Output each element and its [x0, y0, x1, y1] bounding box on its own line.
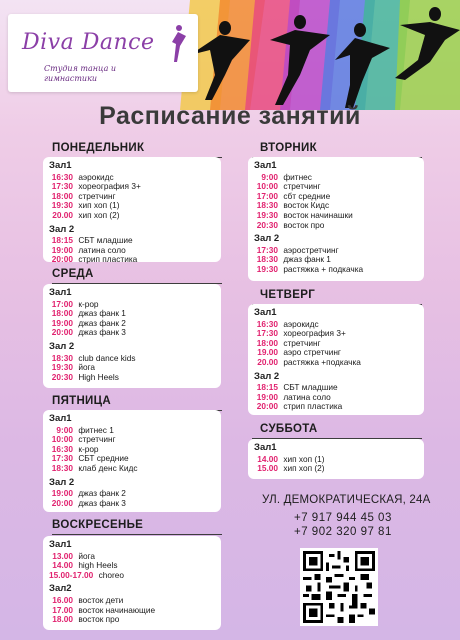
day-heading-friday: ПЯТНИЦА: [52, 395, 111, 407]
class-name: хореография 3+: [78, 181, 141, 192]
class-time: 19:30: [256, 209, 278, 220]
class-time: 20:00: [51, 497, 73, 508]
class-time: 18:15: [51, 235, 73, 246]
class-name: хип хоп (1): [78, 200, 120, 211]
class-name: стретчинг: [283, 181, 321, 192]
class-row: [49, 606, 215, 616]
class-time: 20:00: [51, 254, 73, 265]
schedule-card-saturday: [248, 439, 424, 479]
class-time: 19:30: [256, 263, 278, 274]
class-name: восток начинашки: [283, 209, 353, 220]
class-time: 18:30: [256, 200, 278, 211]
class-row: [49, 211, 215, 221]
class-row: [254, 246, 418, 256]
class-name: аэрокидс: [283, 318, 319, 329]
class-row: [254, 402, 418, 412]
class-name: хореография 3+: [283, 328, 346, 339]
class-time: 20:00: [51, 327, 73, 338]
class-row: [49, 192, 215, 202]
class-time: 17:30: [256, 244, 278, 255]
class-name: восток Кидс: [283, 200, 330, 211]
phone-number[interactable]: +7 902 320 97 81: [294, 526, 392, 538]
class-time: 9:00: [261, 171, 278, 182]
class-time: 20:30: [256, 219, 278, 230]
class-time: 18.00: [52, 614, 73, 625]
schedule-card-friday: [43, 410, 221, 512]
class-name: стретчинг: [283, 337, 321, 348]
day-heading-thursday: ЧЕТВЕРГ: [260, 289, 316, 301]
class-name: СБТ средние: [78, 453, 129, 464]
class-row: [254, 192, 418, 202]
qr-code[interactable]: [300, 548, 378, 626]
address: УЛ. ДЕМОКРАТИЧЕСКАЯ, 24А: [262, 494, 431, 506]
class-row: [254, 211, 418, 221]
class-name: джаз фанк 1: [283, 254, 331, 265]
schedule-card-sunday: [43, 536, 221, 630]
class-row: [254, 329, 418, 339]
class-name: джаз фанк 3: [78, 497, 126, 508]
class-time: 16.00: [52, 594, 73, 605]
class-name: хип хоп (2): [78, 209, 120, 220]
class-row: [49, 435, 215, 445]
class-name: растяжка +подкачка: [283, 356, 361, 367]
class-row: [49, 363, 215, 373]
hall-label: Зал1: [49, 413, 72, 424]
class-time: 9:00: [56, 424, 73, 435]
class-row: [49, 426, 215, 436]
class-time: 17:30: [256, 328, 278, 339]
class-name: стретчинг: [78, 434, 116, 445]
class-row: [254, 173, 418, 183]
class-name: восток начинающие: [78, 604, 156, 615]
class-time: 20.00: [257, 356, 278, 367]
class-row: [254, 265, 418, 275]
schedule-card-monday: [43, 157, 221, 265]
class-name: фитнес: [283, 171, 312, 182]
class-time: 18:00: [51, 308, 73, 319]
class-time: 10:00: [51, 434, 73, 445]
class-row: [49, 319, 215, 329]
day-heading-tuesday: ВТОРНИК: [260, 142, 317, 154]
hall-label: Зал1: [49, 160, 72, 171]
class-name: сбт средние: [283, 190, 331, 201]
class-name: джаз фанк 2: [78, 488, 126, 499]
class-row: [49, 464, 215, 474]
class-row: [254, 383, 418, 393]
class-time: 17:30: [51, 453, 73, 464]
class-time: 19.00: [257, 347, 278, 358]
class-name: аэростретчинг: [283, 244, 339, 255]
class-time: 17:00: [51, 298, 73, 309]
class-name: хип хоп (2): [283, 463, 325, 474]
class-time: 16:30: [51, 171, 73, 182]
logo: [8, 14, 198, 92]
class-row: [254, 182, 418, 192]
class-name: джаз фанк 3: [78, 327, 126, 338]
dancer-silhouette-icon: [166, 24, 188, 64]
day-heading-wednesday: СРЕДА: [52, 268, 94, 280]
class-time: 19:00: [51, 488, 73, 499]
hall-label: Зал 2: [254, 370, 280, 382]
class-time: 18:00: [256, 337, 278, 348]
class-time: 17:30: [51, 181, 73, 192]
hall-label: Зал 2: [49, 340, 75, 352]
class-row: [49, 373, 215, 383]
hall-label: Зал1: [254, 442, 277, 453]
class-time: 15.00-17.00: [49, 569, 94, 580]
class-name: джаз фанк 1: [78, 308, 126, 319]
class-row: [49, 354, 215, 364]
page-title: Расписание занятий: [99, 102, 361, 130]
class-row: [49, 300, 215, 310]
class-row: [49, 552, 215, 562]
class-row: [49, 489, 215, 499]
class-name: к-рор: [78, 298, 99, 309]
hall-label: Зал 2: [254, 233, 280, 245]
class-name: растяжка + подкачка: [283, 263, 364, 274]
class-row: [49, 201, 215, 211]
class-time: 19:30: [51, 200, 73, 211]
class-name: стретчинг: [78, 190, 116, 201]
class-name: club dance kids: [78, 352, 136, 363]
class-time: 15.00: [257, 463, 278, 474]
class-time: 18:30: [51, 352, 73, 363]
class-time: 18:00: [51, 190, 73, 201]
class-row: [49, 571, 215, 581]
class-name: восток про: [283, 219, 325, 230]
class-row: [49, 328, 215, 338]
logo-brand: Diva Dance: [22, 30, 155, 55]
class-time: 10:00: [256, 181, 278, 192]
class-name: к-рор: [78, 443, 99, 454]
class-time: 13.00: [52, 550, 73, 561]
hall-label: Зал 2: [49, 476, 75, 488]
class-name: high Heels: [78, 560, 118, 571]
hall-label: Зал1: [254, 160, 277, 171]
class-name: клаб денс Кидс: [78, 462, 138, 473]
class-name: стрип пластика: [78, 254, 138, 265]
day-heading-saturday: СУББОТА: [260, 423, 318, 435]
class-name: choreo: [98, 569, 124, 580]
day-heading-monday: ПОНЕДЕЛЬНИК: [52, 142, 145, 154]
class-name: йога: [78, 362, 96, 373]
class-time: 20:00: [256, 401, 278, 412]
class-time: 18:15: [256, 382, 278, 393]
class-time: 18:30: [51, 462, 73, 473]
day-divider: [52, 534, 222, 535]
class-name: хип хоп (1): [283, 453, 325, 464]
schedule-card-thursday: [248, 304, 424, 415]
qr-code-icon: [303, 551, 375, 623]
class-name: йога: [78, 550, 96, 561]
class-name: восток про: [78, 614, 120, 625]
class-time: 16:30: [256, 318, 278, 329]
class-name: латина соло: [283, 391, 331, 402]
class-time: 14.00: [257, 453, 278, 464]
hall-label: Зал2: [49, 583, 72, 595]
class-time: 20:30: [51, 371, 73, 382]
class-name: СБТ младшие: [283, 382, 338, 393]
class-time: 18:30: [256, 254, 278, 265]
class-name: восток дети: [78, 594, 124, 605]
class-row: [49, 255, 215, 265]
hall-label: Зал1: [254, 307, 277, 318]
hall-label: Зал 2: [49, 223, 75, 235]
phone-number[interactable]: +7 917 944 45 03: [294, 512, 392, 524]
class-time: 20.00: [52, 209, 73, 220]
hall-label: Зал1: [49, 287, 72, 298]
class-row: [49, 445, 215, 455]
class-time: 17.00: [52, 604, 73, 615]
class-row: [49, 309, 215, 319]
class-row: [49, 182, 215, 192]
class-row: [254, 221, 418, 231]
schedule-card-tuesday: [248, 157, 424, 281]
class-name: High Heels: [78, 371, 119, 382]
class-name: СБТ младшие: [78, 235, 133, 246]
logo-tagline: Студия танца и гимнастики: [44, 64, 117, 83]
class-time: 19:30: [51, 362, 73, 373]
class-name: латина соло: [78, 244, 126, 255]
class-time: 19:00: [256, 391, 278, 402]
hall-label: Зал1: [49, 539, 72, 550]
class-row: [254, 455, 418, 465]
class-row: [254, 358, 418, 368]
class-time: 19:00: [51, 317, 73, 328]
class-name: джаз фанк 2: [78, 317, 126, 328]
class-row: [49, 236, 215, 246]
class-time: 16:30: [51, 443, 73, 454]
class-name: стрип пластика: [283, 401, 343, 412]
class-time: 17:00: [256, 190, 278, 201]
class-time: 14.00: [52, 560, 73, 571]
class-row: [49, 615, 215, 625]
class-time: 19:00: [51, 244, 73, 255]
class-name: аэрокидс: [78, 171, 114, 182]
class-row: [254, 464, 418, 474]
day-heading-sunday: ВОСКРЕСЕНЬЕ: [52, 519, 144, 531]
class-name: фитнес 1: [78, 424, 114, 435]
class-name: аэро стретчинг: [283, 347, 341, 358]
class-row: [49, 499, 215, 509]
schedule-card-wednesday: [43, 284, 221, 388]
